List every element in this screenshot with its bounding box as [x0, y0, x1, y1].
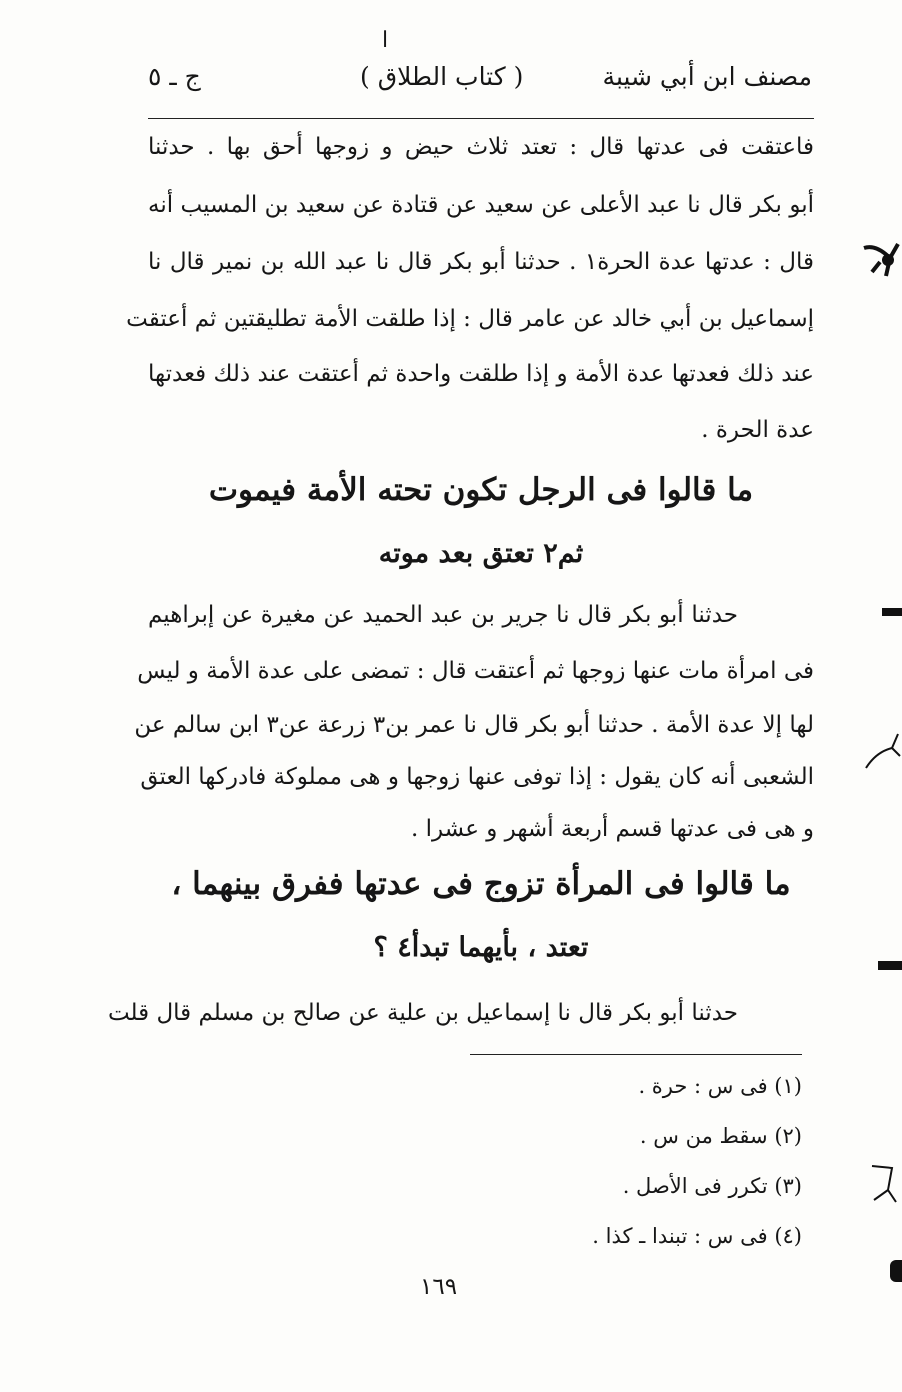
- text-line: لها إلا عدة الأمة . حدثنا أبو بكر قال نا عمر بن٣ زرعة عن٣ ابن سالم عن: [134, 712, 814, 738]
- section-heading-continued: ثم٢ تعتق بعد موته: [378, 538, 584, 569]
- book-title: مصنف ابن أبي شيبة: [602, 62, 812, 91]
- margin-bar-mark: [890, 1260, 902, 1282]
- section-heading-continued: تعتد ، بأيهما تبدأ٤ ؟: [373, 932, 589, 963]
- footnote: (٣) تكرر فى الأصل .: [622, 1174, 802, 1198]
- volume-label: ج ـ ٥: [148, 62, 201, 91]
- text-line: الشعبى أنه كان يقول : إذا توفى عنها زوجها و هى مملوكة فادركها العتق: [140, 764, 814, 790]
- section-heading: ما قالوا فى المرأة تزوج فى عدتها ففرق بينهما ،: [171, 866, 791, 902]
- margin-bar-mark: [882, 608, 902, 616]
- text-line: فاعتقت فى عدتها قال : تعتد ثلاث حيض و زوجها أحق بها . حدثنا: [148, 134, 814, 160]
- text-line: إسماعيل بن أبي خالد عن عامر قال : إذا طلقت الأمة تطليقتين ثم أعتقت: [126, 306, 814, 332]
- text-line: عدة الحرة .: [701, 417, 814, 443]
- footnote: (٤) فى س : تبندا ـ كذا .: [592, 1224, 802, 1248]
- section-heading: ما قالوا فى الرجل تكون تحته الأمة فيموت: [208, 472, 754, 508]
- text-line: فى امرأة مات عنها زوجها ثم أعتقت قال : تمضى على عدة الأمة و ليس: [137, 658, 814, 684]
- page-number: ١٦٩: [420, 1274, 458, 1300]
- text-line: أبو بكر قال نا عبد الأعلى عن سعيد عن قتادة عن سعيد بن المسيب أنه: [148, 192, 814, 218]
- margin-flourish-icon: [868, 1160, 902, 1220]
- footnote: (٢) سقط من س .: [639, 1124, 802, 1148]
- margin-mark-text: ا: [382, 28, 389, 53]
- text-line: عند ذلك فعدتها عدة الأمة و إذا طلقت واحدة ثم أعتقت عند ذلك فعدتها: [148, 361, 814, 387]
- text-line: حدثنا أبو بكر قال نا إسماعيل بن علية عن صالح بن مسلم قال قلت: [107, 1000, 738, 1026]
- text-line: حدثنا أبو بكر قال نا جرير بن عبد الحميد عن مغيرة عن إبراهيم: [148, 602, 738, 628]
- margin-bar-mark: [878, 961, 902, 970]
- section-title: ( كتاب الطلاق ): [360, 62, 524, 91]
- text-line: قال : عدتها عدة الحرة١ . حدثنا أبو بكر قال نا عبد الله بن نمير قال نا: [148, 249, 814, 275]
- header-rule: [148, 118, 814, 119]
- text-line: و هى فى عدتها قسم أربعة أشهر و عشرا .: [410, 816, 814, 842]
- footnote: (١) فى س : حرة .: [638, 1074, 802, 1098]
- footnote-rule: [470, 1054, 802, 1055]
- margin-flourish-icon: [862, 728, 902, 776]
- margin-flourish-icon: [860, 238, 902, 282]
